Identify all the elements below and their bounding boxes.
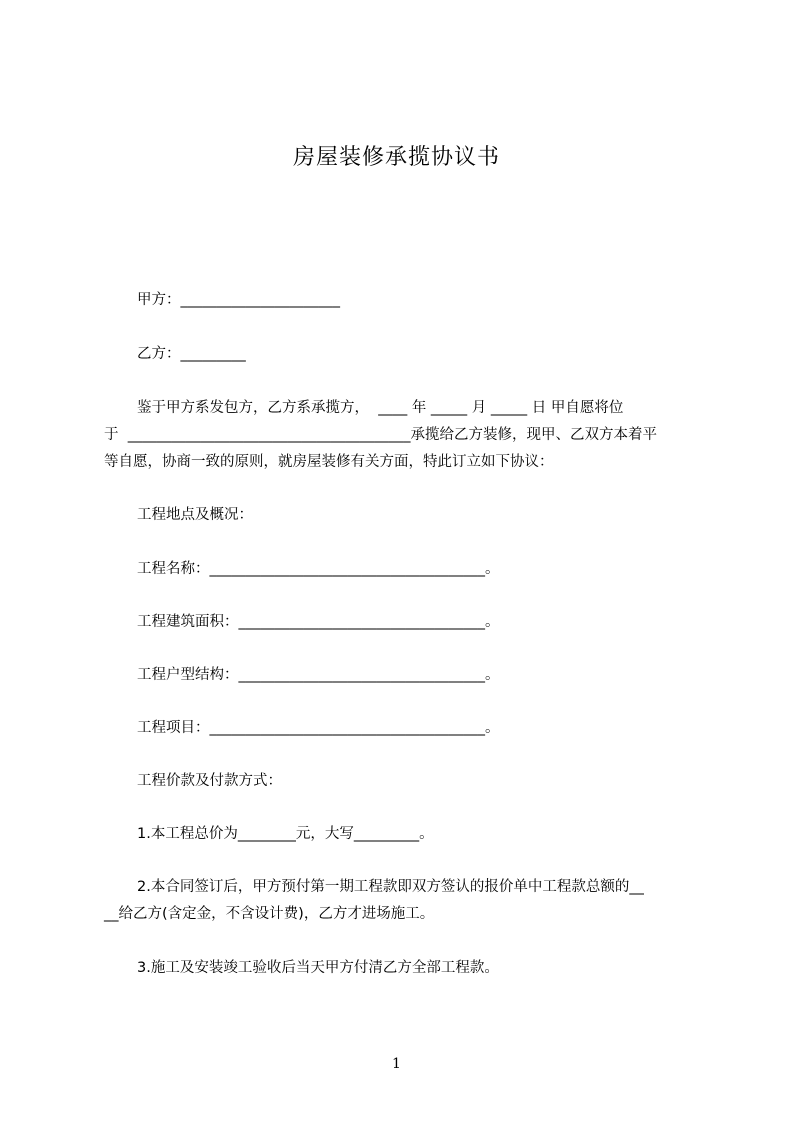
project-name-field: 工程名称：______________________________________。	[137, 561, 500, 577]
payment-item-3: 3.施工及安装竣工验收后当天甲方付清乙方全部工程款。	[137, 960, 499, 976]
preamble-line-1: 鉴于甲方系发包方，乙方系承揽方， ____ 年 _____ 月 _____ 日 甲自愿将位	[137, 400, 624, 416]
preamble-line-2: 于 _______________________________________承揽给乙方装修，现甲、乙双方本着平	[104, 427, 657, 443]
preamble-line-3: 等自愿，协商一致的原则，就房屋装修有关方面，特此订立如下协议：	[104, 454, 554, 470]
party-a-line: 甲方：______________________	[137, 292, 340, 308]
page-number: 1	[392, 1056, 401, 1072]
section-heading-payment: 工程价款及付款方式：	[137, 773, 282, 789]
document-title: 房屋装修承揽协议书	[292, 145, 500, 170]
payment-item-2-line-1: 2.本合同签订后，甲方预付第一期工程款即双方签认的报价单中工程款总额的__	[137, 879, 644, 895]
unit-structure-field: 工程户型结构：__________________________________。	[137, 667, 500, 683]
party-b-line: 乙方：_________	[137, 346, 246, 362]
building-area-field: 工程建筑面积：__________________________________。	[137, 614, 500, 630]
project-items-field: 工程项目：______________________________________。	[137, 720, 500, 736]
payment-item-1: 1.本工程总价为________元，大写_________。	[137, 826, 434, 842]
section-heading-project-overview: 工程地点及概况：	[137, 507, 253, 523]
payment-item-2-line-2: __给乙方(含定金，不含设计费)，乙方才进场施工。	[104, 906, 435, 922]
